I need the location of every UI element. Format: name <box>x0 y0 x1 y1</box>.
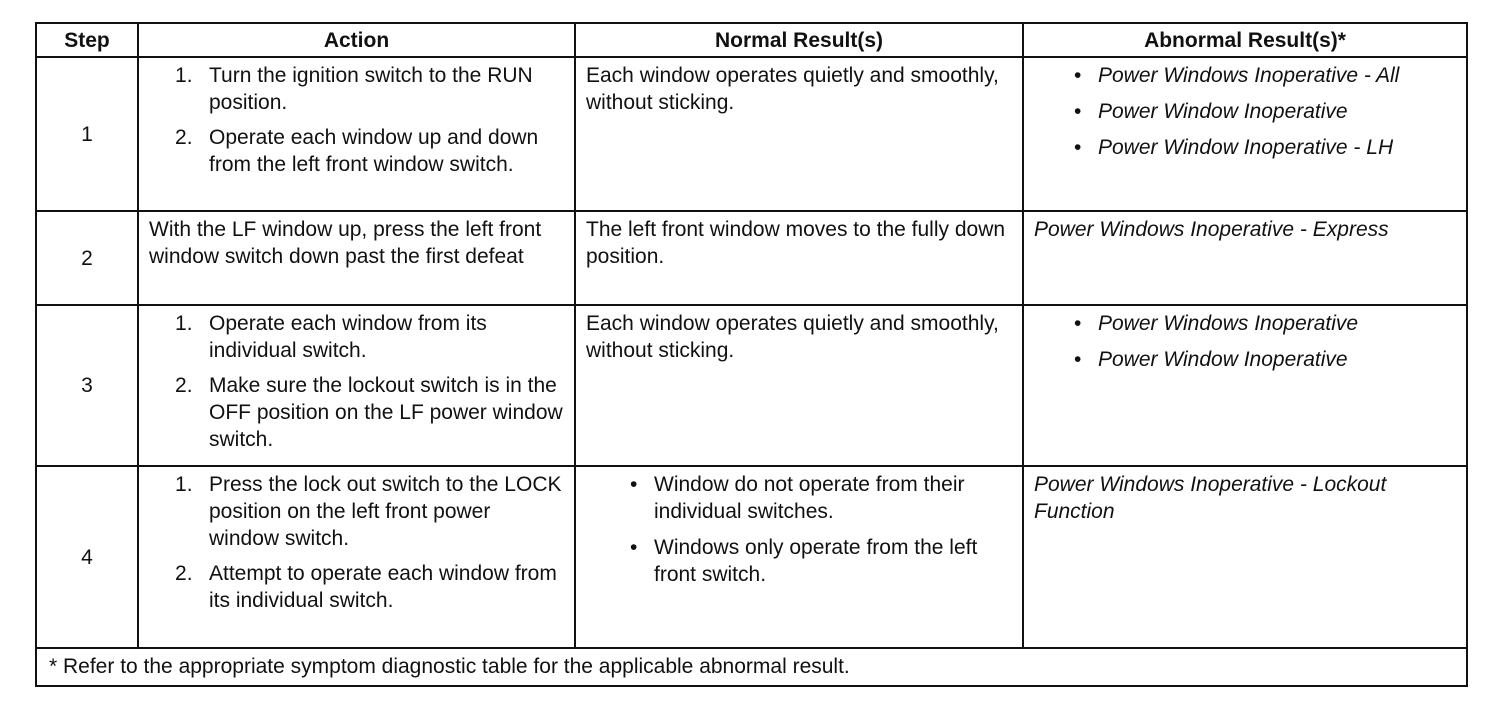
action-step: Operate each window up and down from the left front window switch. <box>209 126 539 176</box>
normal-result-item: • Windows only operate from the left front switch. <box>654 534 1012 588</box>
footnote: * Refer to the appropriate symptom diagnostic table for the applicable abnormal result. <box>36 648 1467 686</box>
abnormal-result-item: • Power Window Inoperative <box>1098 98 1456 125</box>
normal-result-cell: The left front window moves to the fully down position. <box>575 211 1023 305</box>
diagnostic-table <box>35 22 1468 687</box>
action-cell <box>138 305 575 466</box>
action-step: Operate each window from its individual switch. <box>209 312 487 362</box>
action-cell <box>138 57 575 211</box>
normal-result-cell <box>575 466 1023 648</box>
abnormal-result-item: • Power Window Inoperative <box>1098 346 1456 373</box>
table-row <box>36 305 1467 466</box>
action-step: Attempt to operate each window from its individual switch. <box>209 562 557 612</box>
step-number: 3 <box>36 305 138 466</box>
step-number: 1 <box>36 57 138 211</box>
action-cell: With the LF window up, press the left front window switch down past the first defeat <box>138 211 575 305</box>
header-abnormal-results: Abnormal Result(s)* <box>1023 23 1467 57</box>
action-step: Press the lock out switch to the LOCK position on the left front power window switch. <box>209 473 562 550</box>
header-action: Action <box>138 23 575 57</box>
header-step: Step <box>36 23 138 57</box>
normal-result-item: • Window do not operate from their individual switches. <box>654 471 1012 525</box>
header-row <box>36 23 1467 57</box>
step-number: 4 <box>36 466 138 648</box>
abnormal-result-cell <box>1023 305 1467 466</box>
abnormal-result-cell: Power Windows Inoperative - Express <box>1023 211 1467 305</box>
normal-result-cell: Each window operates quietly and smoothly, without sticking. <box>575 57 1023 211</box>
table-row <box>36 466 1467 648</box>
table-row <box>36 211 1467 305</box>
table-row <box>36 57 1467 211</box>
normal-result-cell: Each window operates quietly and smoothly, without sticking. <box>575 305 1023 466</box>
action-step: Turn the ignition switch to the RUN position. <box>209 64 533 114</box>
abnormal-result-cell <box>1023 57 1467 211</box>
abnormal-result-item: • Power Windows Inoperative - All <box>1098 62 1456 89</box>
abnormal-result-item: • Power Window Inoperative - LH <box>1098 134 1456 161</box>
action-step: Make sure the lockout switch is in the OFF position on the LF power window switch. <box>209 374 563 451</box>
action-cell <box>138 466 575 648</box>
abnormal-result-cell: Power Windows Inoperative - Lockout Function <box>1023 466 1467 648</box>
header-normal-results: Normal Result(s) <box>575 23 1023 57</box>
footnote-row <box>36 648 1467 686</box>
step-number: 2 <box>36 211 138 305</box>
abnormal-result-item: • Power Windows Inoperative <box>1098 310 1456 337</box>
